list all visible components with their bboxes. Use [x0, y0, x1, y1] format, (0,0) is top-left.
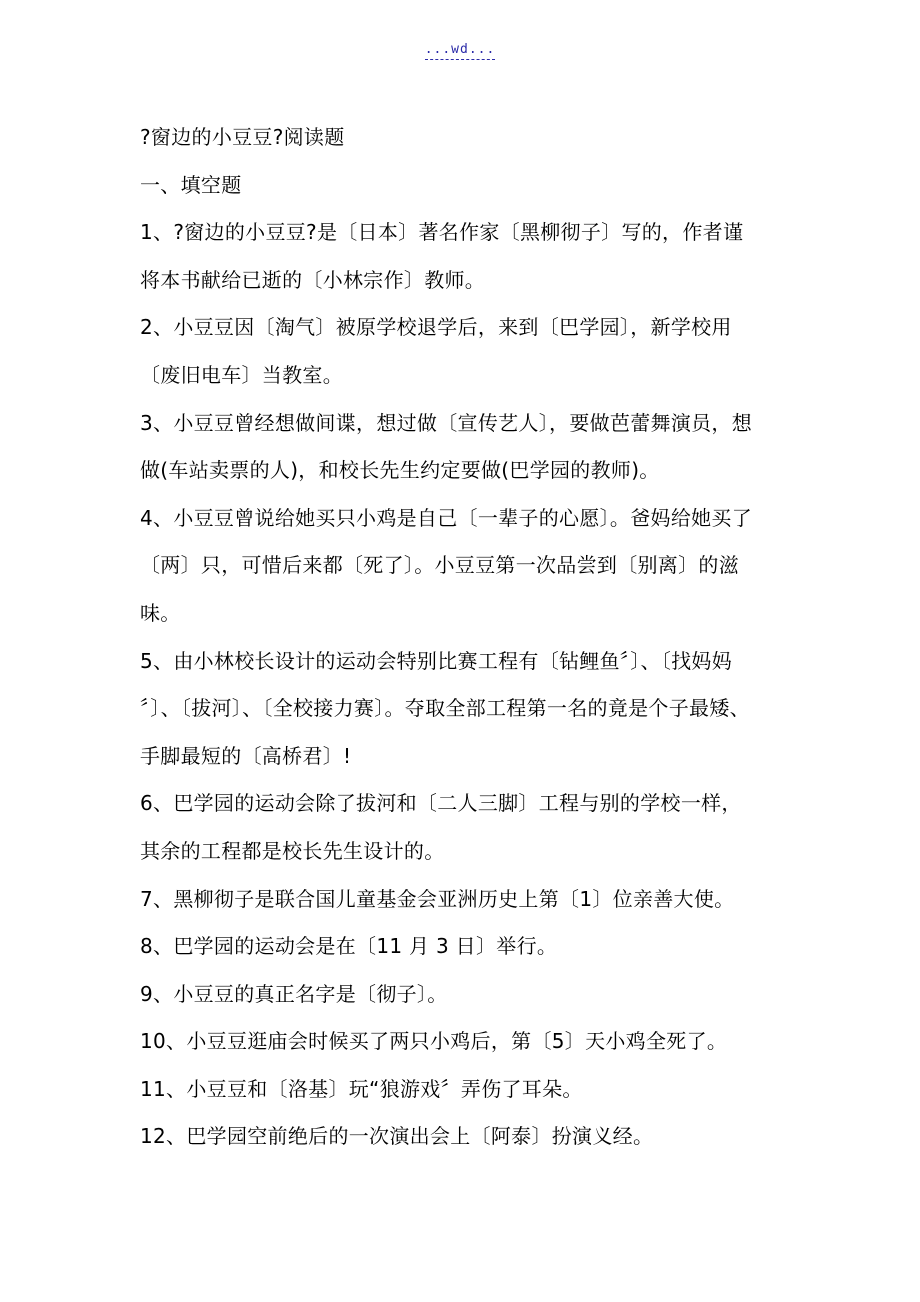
section-heading: 一、填空题	[140, 172, 242, 197]
question-6-line-1: 6、巴学园的运动会除了拔河和〔二人三脚〕工程与别的学校一样，	[140, 791, 742, 816]
question-5-line-1: 5、由小林校长设计的运动会特别比赛工程有〔钻鲤鱼〞〕、〔找妈妈	[140, 648, 733, 673]
question-7: 7、黑柳彻子是联合国儿童基金会亚洲历史上第〔1〕位亲善大使。	[140, 886, 735, 911]
question-2-line-2: 〔废旧电车〕当教室。	[140, 362, 343, 387]
question-4-line-3: 味。	[140, 600, 181, 625]
question-9: 9、小豆豆的真正名字是〔彻子〕。	[140, 981, 448, 1006]
question-10: 10、小豆豆逛庙会时候买了两只小鸡后，第〔5〕天小鸡全死了。	[140, 1029, 728, 1054]
question-12: 12、巴学园空前绝后的一次演出会上〔阿泰〕扮演义经。	[140, 1124, 654, 1149]
question-3-line-2: 做(车站卖票的人)，和校长先生约定要做(巴学园的教师)。	[140, 458, 660, 483]
document-body	[140, 114, 790, 1161]
question-6-line-2: 其余的工程都是校长先生设计的。	[140, 838, 445, 863]
question-4-line-2: 〔两〕只，可惜后来都〔死了〕。小豆豆第一次品尝到〔别离〕的滋	[140, 553, 739, 578]
question-4-line-1: 4、小豆豆曾说给她买只小鸡是自己〔一辈子的心愿〕。爸妈给她买了	[140, 505, 753, 530]
page-header	[0, 42, 920, 60]
question-11: 11、小豆豆和〔洛基〕玩“狼游戏〞弄伤了耳朵。	[140, 1076, 583, 1101]
question-3-line-1: 3、小豆豆曾经想做间谍，想过做〔宣传艺人〕，要做芭蕾舞演员，想	[140, 410, 753, 435]
question-5-line-2: 〞〕、〔拔河〕、〔全校接力赛〕。夺取全部工程第一名的竟是个子最矮、	[140, 696, 750, 721]
question-1-line-1: 1、?窗边的小豆豆?是〔日本〕著名作家〔黑柳彻子〕写的，作者谨	[140, 220, 744, 245]
question-8: 8、巴学园的运动会是在〔11 月 3 日〕举行。	[140, 934, 558, 959]
question-5-line-3: 手脚最短的〔高桥君〕!	[140, 743, 352, 768]
document-title: ?窗边的小豆豆?阅读题	[140, 125, 345, 149]
header-link[interactable]: ...wd...	[425, 42, 496, 60]
question-2-line-1: 2、小豆豆因〔淘气〕被原学校退学后，来到〔巴学园〕，新学校用	[140, 315, 732, 340]
question-1-line-2: 将本书献给已逝的〔小林宗作〕教师。	[140, 267, 486, 292]
